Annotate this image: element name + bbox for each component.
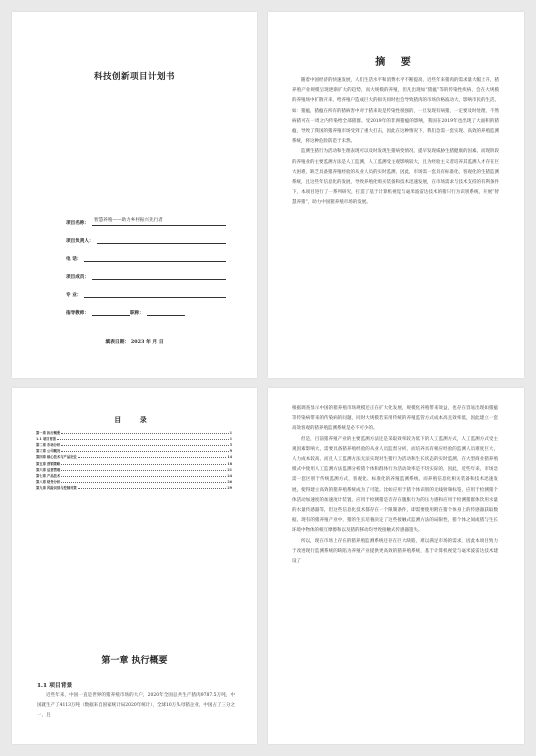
toc-item-title: 第八章 财务分析 — [36, 479, 61, 484]
field-phone — [66, 244, 226, 262]
abstract-page — [268, 12, 524, 378]
toc-item-page: 5 — [229, 443, 232, 448]
toc-item-page: 18 — [227, 461, 232, 466]
field-members — [66, 262, 226, 280]
toc-item-page: 1 — [229, 431, 232, 436]
field-label: 专 业： — [66, 293, 82, 298]
abstract-paragraph: 监测生猪行为活动和生理表现可以及时发现生猪病变情况，提早发现威胁生猪健康的因素。而现阶段的养殖业的主要监测方法是人工监测，人工监测受主观影响较大，且为经验主义者培养其监测人才存在巨大困难，缺乏具备猪养殖经验的从业人员的实时监测，因此，市场需一套具有标准化、客观化的生猪监测系统，且这些年信息化的发展，导致养殖化购买装备和技术迅速发展，在市场需求与技术支持的有利条件下，本项目进行了一系列研究，打造了基于计算机视觉与毫米波雷达技术的猪只行为识别系统，开展“智慧养猪”，助力中国猪养殖市场的发展。 — [292, 149, 499, 206]
field-value: 智慧养殖——助力乡村振兴先行者 — [92, 217, 226, 226]
toc-item-title: 第五章 营销策略 — [36, 461, 61, 466]
toc-item-title: 第三章 公司概况 — [36, 449, 61, 454]
body-paragraph: 根据调查显示中国的猪养殖市场规模还正在扩大化发展，规模化养殖带来效益，也存在容易出现如猪瘟等传染病带来的传染病的问题，同时大规模若采用传统的养殖监管方式成本高且效率低，因此建立一套高效客观的猪养殖监测系统是必不可少的。 — [292, 406, 498, 432]
body-page — [268, 388, 524, 744]
abstract-paragraph: 随着中国经济的快速发展，人们生活水平和消费水平不断提高，近些年来猪肉的需求量大幅上升，猪养殖产业规模呈现逐渐扩大的趋势，而大规模的养殖，但凡出现如“猪瘟”等的传染性疾病，会在大规模的养殖场中扩散开来，给养殖户造成巨大的损失同时也会导致猪肉的市场价格波动大，影响市民的生活。如：猪瘟，猪瘟在所有的猪病害中对于猪来说是传染性很强的，一旦发现有病猪，一定要及时处理，不然病猪可在一周之内传染给全部猪群。受2019年的非洲猪瘟的影响，我国在2019年也出现了大面积的猪瘟，导致了我国的猪养殖市场受到了重大打击，因此在这种情况下，我们急需一套实现、高效的养殖监测系统，将这种危险防范于未然。 — [292, 78, 499, 145]
toc-heading: 目 录 — [114, 415, 155, 424]
toc-list — [36, 429, 232, 490]
toc-item-page: 26 — [227, 479, 232, 484]
toc-item-title: 第二章 市场分析 — [36, 443, 61, 448]
chapter-paragraph: 近些年来，中国一直是世界的猪养殖市场的大户，2020年全国总共生产猪肉9787.5万吨，中国就生产了4113万吨（数据来自国家统计局2020年统计），全球10万头母猪企业，中国占了三分之一，且 — [37, 693, 235, 719]
field-project-name — [66, 208, 226, 226]
field-label: 项目成员： — [66, 275, 89, 280]
advisor-title-label: 职称： — [129, 311, 144, 316]
field-label: 电 话： — [66, 257, 82, 262]
section-title: 1.1 项目背景 — [37, 683, 73, 689]
body-paragraph: 但是，目前猪养殖产业的主要监测方法还是采取效率较为低下的人工监测方式，人工监测方式受主观因素影响大，需要具备猪养殖经验的从业人员监督分析，而培养具有相应经验的监测人员难度巨大，人力成本较高，而且人工监测方法无法实现对生猪行为活动和生长状态的实时监测，在大型商业猪养殖模式中使用人工监测方法监测分析猪个体和群体行为活动效率是不切实际的，因此，近些年来，市场急需一套区别于传统监测方式，客观化、标准化的养殖监测系统，而养殖信息化相关装备和技术迅速发展，使得建立高效的猪养殖系统成为了可能。比如应用于猪个体识别的无线射频标签，应用于检测猪个体活动加速度的加速度计装置，应用于检测猪是否存在腹胀行为的压力感和应用于检测猪群体饮用水量的水量传感器等，但这些信息化技术都存在一个限制条件，即需要使用附在猪个体身上的传感器获取数据，现有的猪养殖产业中，猪的生长培養決定了这些接触式监测方法的局限性，猪个体之间或猪与生长环境中物体的相互摩擦和以及猪的移动均导致接触式传感器遗失。 — [292, 436, 498, 534]
toc-item-page: 9 — [229, 449, 232, 454]
toc-item-page: 21 — [227, 467, 232, 472]
abstract-body — [292, 76, 499, 209]
advisor-label: 指导教师： — [66, 311, 89, 316]
field-label: 项目名称： — [66, 221, 89, 226]
toc-item-page: 24 — [227, 473, 232, 478]
toc-item-page: 29 — [227, 485, 232, 490]
toc-item-page: 1 — [229, 437, 232, 442]
body-continued — [292, 404, 498, 567]
toc-item-title: 1.1 项目背景 — [36, 437, 57, 442]
toc-item-title: 第七章 产品技术 — [36, 473, 61, 478]
toc-item[interactable] — [36, 484, 232, 490]
field-value — [97, 235, 226, 244]
field-label: 项目负责人： — [66, 239, 94, 244]
advisor-title-value — [147, 307, 185, 316]
toc-item-page: 14 — [227, 455, 232, 460]
cover-date: 填表日期： 2023 年 月 日 — [105, 339, 164, 345]
chapter-body — [37, 691, 235, 722]
field-value — [92, 271, 226, 280]
abstract-heading: 摘 要 — [375, 57, 417, 68]
toc-page — [12, 388, 257, 744]
toc-item-title: 第六章 运营管理 — [36, 467, 61, 472]
field-value — [84, 253, 226, 262]
body-paragraph: 所以，现在市场上存在的猪养殖监测系统还存在巨大缺陷，难以满足市场的需求，因此本项目致力于改进现行监测系统的缺陷为养殖产业提供更高效的猪养殖系统，基于计算机视觉与毫米波雷达技术建设了 — [292, 538, 498, 565]
advisor-value — [92, 307, 130, 316]
toc-item-title: 第一章 执行概要 — [36, 431, 61, 436]
toc-item-title: 第九章 风险识别与控制对策 — [36, 485, 77, 490]
field-major — [66, 280, 226, 298]
field-advisor — [66, 298, 226, 316]
field-value — [84, 289, 226, 298]
cover-title: 科技创新项目计划书 — [93, 72, 175, 82]
cover-page — [12, 12, 257, 378]
cover-field-list — [66, 208, 226, 316]
toc-item-title: 第四章 核心技术与产品定位 — [36, 455, 77, 460]
chapter-title: 第一章 执行概要 — [101, 656, 168, 666]
field-project-leader — [66, 226, 226, 244]
